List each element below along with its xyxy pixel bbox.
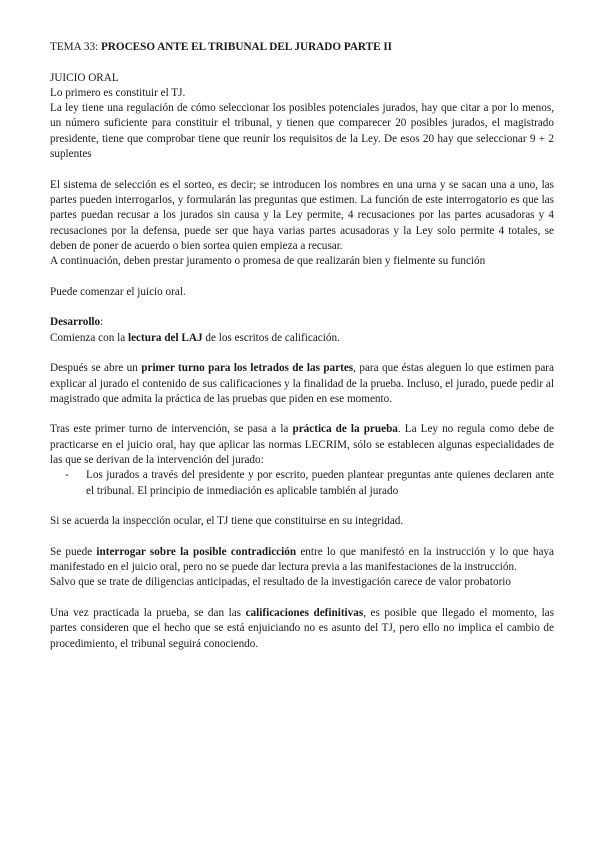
list-item <box>50 468 554 499</box>
practica-bold: práctica de la prueba <box>292 423 398 436</box>
paragraph-diligencias: Salvo que se trate de diligencias anticipadas, el resultado de la investigación carece de valor probatorio <box>50 576 511 589</box>
title-main: PROCESO ANTE EL TRIBUNAL DEL JURADO PARTE II <box>100 41 393 53</box>
title-prefix: TEMA 33: <box>50 41 101 53</box>
paragraph-inspeccion: Si se acuerda la inspección ocular, el TJ tiene que constituirse en su integridad. <box>50 515 404 528</box>
document-title <box>50 40 554 55</box>
desarrollo-label: Desarrollo <box>50 316 101 329</box>
practica-before: Tras este primer turno de intervención, se pasa a la <box>50 423 293 436</box>
paragraph-contradiccion <box>50 545 554 576</box>
desarrollo-colon: : <box>100 316 104 329</box>
practica-after: . La Ley no regula como debe de practicarse en el juicio oral, hay que aplicar las normas LECRIM, sólo se establecen algunas especialidades de las que se derivan de la intervención del jurado: <box>50 423 554 467</box>
contradiccion-before: Se puede <box>50 545 97 558</box>
bullet-dash: - <box>65 469 69 482</box>
primer-turno-before: Después se abre un <box>50 362 142 375</box>
lectura-text-before: Comienza con la <box>50 331 128 344</box>
contradiccion-after: entre lo que manifestó en la instrucción y lo que haya manifestado en el juicio oral, pero no se puede dar lectura previa a las manifestaciones de la instrucción. <box>50 545 554 574</box>
paragraph-primer-turno <box>50 361 554 407</box>
section-heading: JUICIO ORAL <box>50 71 119 84</box>
document-body <box>50 40 554 652</box>
bullet-text: Los jurados a través del presidente y por escrito, pueden plantear preguntas ante quienes declaren ante el tribunal. El principio de inmediación es aplicable también al jurado <box>86 469 554 497</box>
paragraph-juramento: A continuación, deben prestar juramento o promesa de que realizarán bien y fielmente su función <box>50 255 486 268</box>
calificaciones-after: , es posible que llegado el momento, las partes consideren que el hecho que se está enjuiciando no es asunto del TJ, pero ello no implica el cambio de procedimiento, el tribunal seguirá conociendo. <box>50 606 554 650</box>
primer-turno-bold: primer turno para los letrados de las partes <box>141 362 354 375</box>
paragraph-practica-prueba <box>50 422 554 468</box>
primer-turno-after: , para que éstas aleguen lo que estimen para explicar al jurado el contenido de sus calificaciones y la finalidad de la prueba. Incluso, el jurado, puede pedir al magistrado que admita la práctica de las pruebas que piden en ese momento. <box>50 362 554 405</box>
lectura-bold: lectura del LAJ <box>127 331 203 344</box>
paragraph-lectura <box>50 331 554 346</box>
calificaciones-bold: calificaciones definitivas <box>245 606 364 619</box>
paragraph-selection: La ley tiene una regulación de cómo seleccionar los posibles potenciales jurados, hay que citar a por lo menos, un número suficiente para constituir el tribunal, y tienen que comparecer 20 posibles jurados, el magistrado presidente, tiene que comprobar tiene que reunir los requisitos de la Ley. De esos 20 hay que seleccionar 9 + 2 suplentes <box>50 102 554 161</box>
paragraph-comienzo: Puede comenzar el juicio oral. <box>50 285 186 298</box>
lectura-text-after: de los escritos de calificación. <box>202 331 340 344</box>
intro-line: Lo primero es constituir el TJ. <box>50 86 186 99</box>
contradiccion-bold: interrogar sobre la posible contradicción <box>96 545 297 558</box>
calificaciones-before: Una vez practicada la prueba, se dan las <box>50 606 246 619</box>
paragraph-sorteo: El sistema de selección es el sorteo, es decir; se introducen los nombres en una urna y se sacan una a uno, las partes pueden interrogarlos, y formularán las preguntas que estimen. La función de este interrogatorio es que las partes puedan recusar a los jurados sin causa y la Ley permite, 4 recusaciones por las partes acusadoras y 4 recusaciones por la defensa, puede ser que haya varias partes acusadoras y la Ley solo permite 4 totales, se deben de poner de acuerdo o bien sortea quien empieza a recusar. <box>50 178 554 252</box>
paragraph-calificaciones <box>50 606 554 652</box>
desarrollo-heading <box>50 315 554 330</box>
